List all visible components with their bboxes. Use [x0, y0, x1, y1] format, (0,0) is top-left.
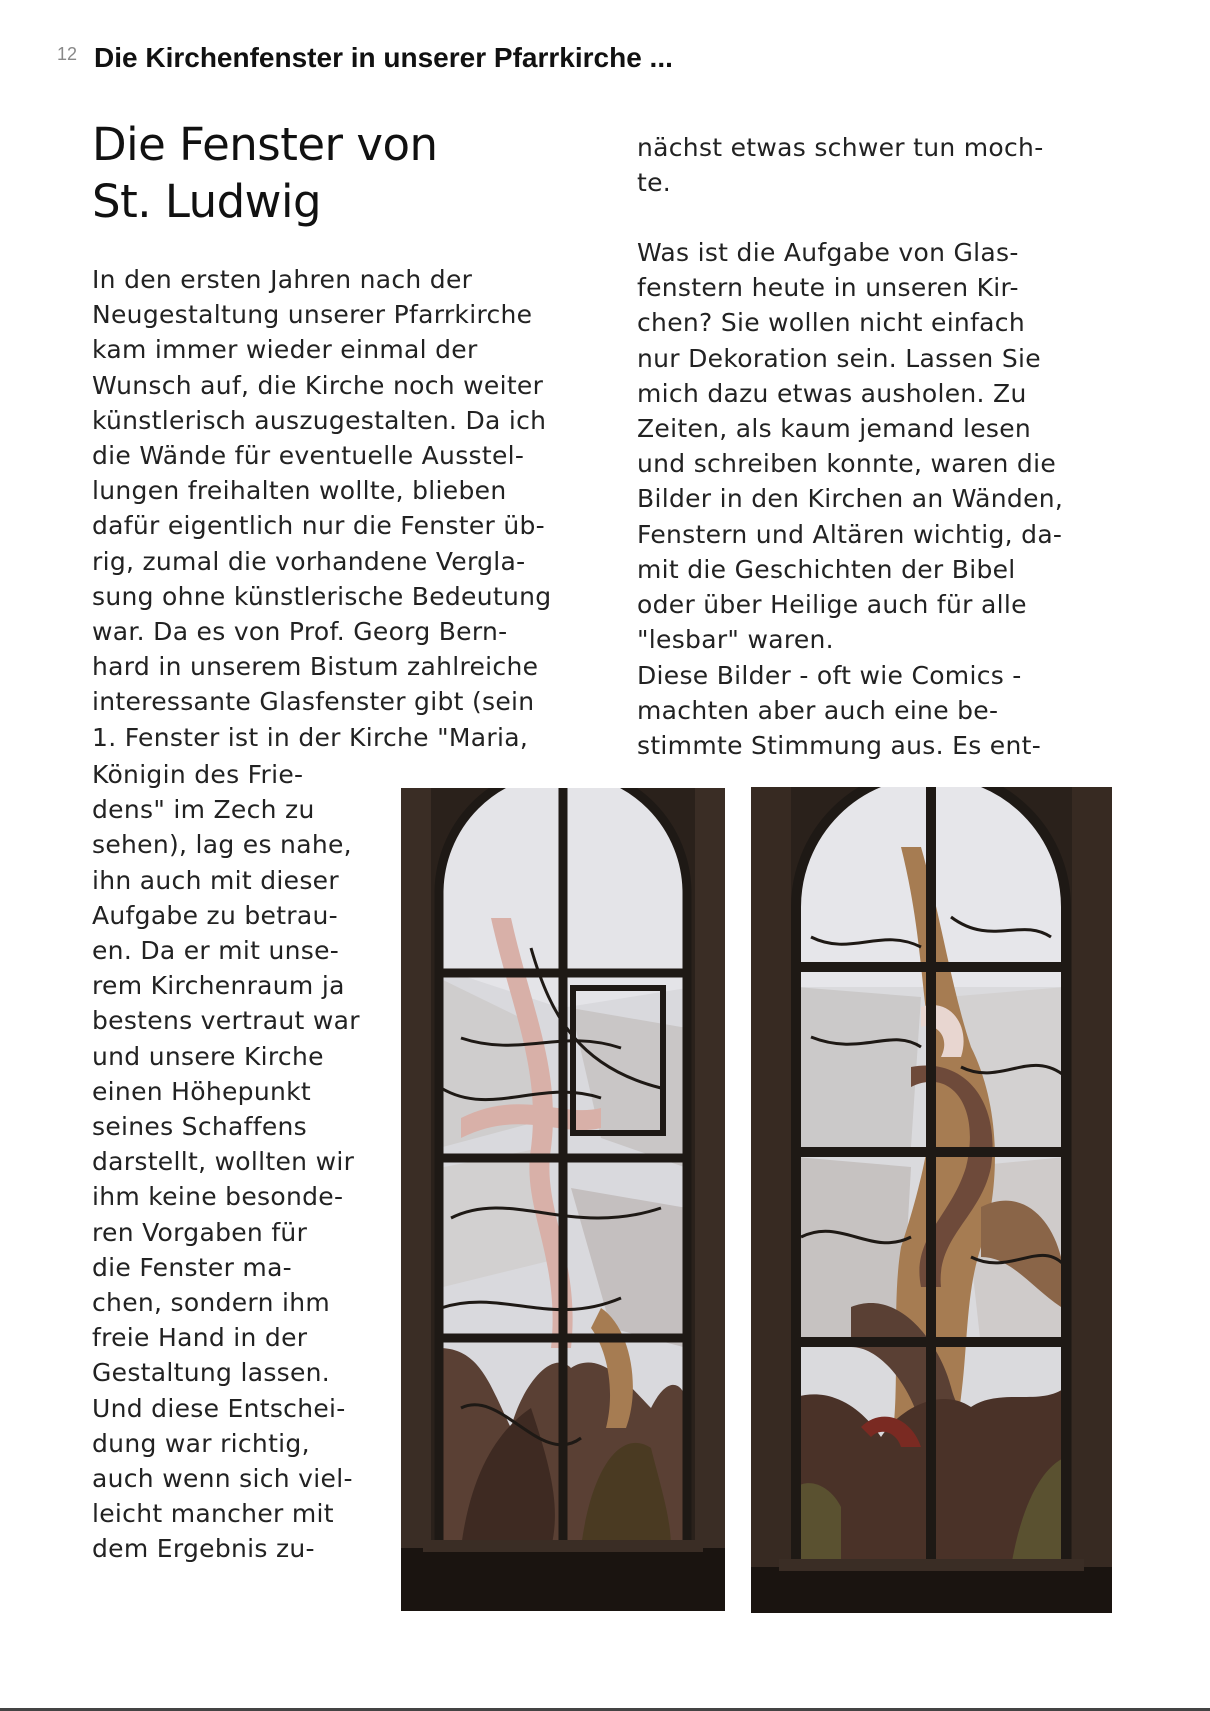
text-line: Königin des Frie-: [92, 760, 304, 789]
text-line: en. Da er mit unse-: [92, 936, 340, 966]
text-line: freie Hand in der: [92, 1323, 308, 1353]
text-line: die Fenster ma-: [92, 1252, 293, 1282]
text-line: dem Ergebnis zu-: [92, 1534, 315, 1564]
text-line: bestens vertraut war: [92, 1006, 360, 1036]
text-line: nur Dekoration sein. Lassen Sie: [637, 343, 1041, 373]
stained-glass-window-right-image: [751, 787, 1112, 1613]
text-line: seines Schaffens: [92, 1112, 307, 1142]
text-line: Fenstern und Altären wichtig, da-: [637, 519, 1063, 549]
text-line: Diese Bilder - oft wie Comics -: [637, 661, 1022, 690]
text-line: Neugestaltung unserer Pfarrkirche: [92, 300, 533, 330]
text-line: darstellt, wollten wir: [92, 1147, 355, 1177]
section-header-title: Die Kirchenfenster in unserer Pfarrkirche ...: [94, 42, 673, 73]
text-line: sung ohne künstlerische Bedeutung: [92, 581, 552, 611]
text-line: interessante Glasfenster gibt (sein: [92, 687, 535, 717]
text-line: lungen freihalten wollte, blieben: [92, 476, 507, 506]
text-line: dafür eigentlich nur die Fenster üb-: [92, 511, 545, 541]
text-line: ihm keine besonde-: [92, 1182, 344, 1212]
text-line: dung war richtig,: [92, 1428, 310, 1458]
text-line: In den ersten Jahren nach der: [92, 265, 473, 294]
text-line: Was ist die Aufgabe von Glas-: [637, 238, 1019, 267]
text-line: und schreiben konnte, waren die: [637, 449, 1057, 479]
paragraph-right-continued: [637, 130, 1107, 200]
text-line: fenstern heute in unseren Kir-: [637, 273, 1019, 303]
text-line: künstlerisch auszugestalten. Da ich: [92, 405, 547, 435]
text-line: auch wenn sich viel-: [92, 1464, 353, 1494]
text-line: Und diese Entschei-: [92, 1393, 346, 1423]
text-line: machten aber auch eine be-: [637, 696, 999, 726]
paragraph-right-comics: [637, 658, 1057, 764]
text-line: rem Kirchenraum ja: [92, 971, 345, 1001]
text-line: chen? Sie wollen nicht einfach: [637, 308, 1025, 338]
text-line: kam immer wieder einmal der: [92, 335, 478, 365]
text-line: "lesbar" waren.: [637, 625, 834, 655]
text-line: chen, sondern ihm: [92, 1288, 330, 1318]
text-line: und unsere Kirche: [92, 1041, 324, 1071]
stained-glass-window-photo-right: [751, 787, 1112, 1613]
text-line: te.: [637, 168, 672, 198]
text-line: einen Höhepunkt: [92, 1076, 312, 1106]
text-line: war. Da es von Prof. Georg Bern-: [92, 617, 508, 647]
text-line: sehen), lag es nahe,: [92, 830, 352, 860]
text-line: Gestaltung lassen.: [92, 1358, 331, 1388]
text-line: hard in unserem Bistum zahlreiche: [92, 652, 539, 682]
text-line: die Wände für eventuelle Ausstel-: [92, 441, 525, 471]
text-line: leicht mancher mit: [92, 1499, 334, 1529]
paragraph-left-wide: [92, 262, 586, 755]
stained-glass-window-left-image: [401, 788, 725, 1611]
article-title: [92, 116, 438, 230]
text-line: ihn auch mit dieser: [92, 865, 339, 895]
article-title-line-2: St. Ludwig: [92, 175, 322, 228]
text-line: mit die Geschichten der Bibel: [637, 554, 1016, 584]
text-line: Bilder in den Kirchen an Wänden,: [637, 484, 1064, 514]
text-line: 1. Fenster ist in der Kirche "Maria,: [92, 722, 529, 752]
text-line: mich dazu etwas ausholen. Zu: [637, 378, 1027, 408]
text-line: dens" im Zech zu: [92, 795, 315, 825]
text-line: Wunsch auf, die Kirche noch weiter: [92, 370, 544, 400]
stained-glass-window-photo-left: [401, 788, 725, 1611]
text-line: ren Vorgaben für: [92, 1217, 308, 1247]
text-line: nächst etwas schwer tun moch-: [637, 133, 1044, 162]
text-line: oder über Heilige auch für alle: [637, 590, 1027, 620]
text-line: stimmte Stimmung aus. Es ent-: [637, 731, 1042, 761]
text-line: rig, zumal die vorhandene Vergla-: [92, 546, 526, 576]
paragraph-left-narrow: [92, 757, 376, 1567]
paragraph-right-purpose: [637, 235, 1107, 657]
article-title-line-1: Die Fenster von: [92, 118, 438, 171]
text-line: Aufgabe zu betrau-: [92, 900, 338, 930]
text-line: Zeiten, als kaum jemand lesen: [637, 414, 1032, 444]
page-number: 12: [57, 44, 78, 64]
